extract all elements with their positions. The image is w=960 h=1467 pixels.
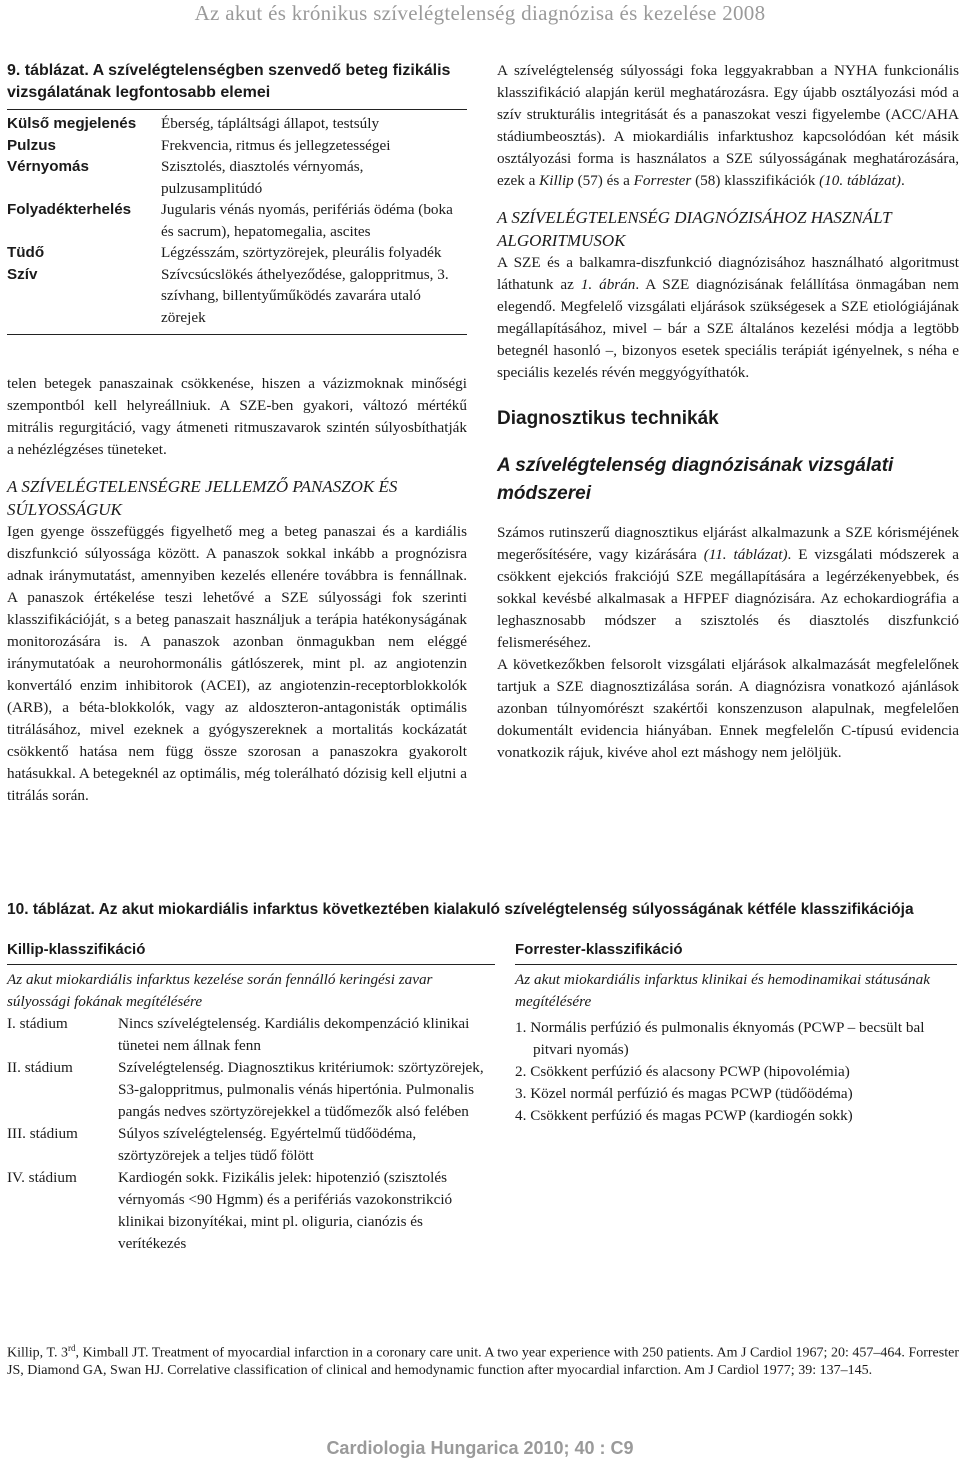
left-paragraph-1: telen betegek panaszainak csökkenése, hiszen a vázizmoknak minőségi szempontból kell helyreállniuk. A SZE-ben gyakori, változó mértékű mitrális regurgitáció, vagy átmeneti ritmuszavarok szintén súlyosbíthatják a nehézlégzéses tüneteket. <box>7 375 467 458</box>
table9-key: Vérnyomás <box>7 158 89 175</box>
table9 <box>7 113 467 328</box>
table-row <box>7 135 467 157</box>
section-heading-symptoms: A SZÍVELÉGTELENSÉGRE JELLEMZŐ PANASZOK ÉS SÚLYOSSÁGUK <box>7 477 398 519</box>
section-heading-algorithms: A SZÍVELÉGTELENSÉG DIAGNÓZISÁHOZ HASZNÁLT ALGORITMUSOK <box>497 208 892 250</box>
section-heading-diagnostic-techniques: Diagnosztikus technikák <box>497 408 719 429</box>
table-row <box>7 242 467 264</box>
forrester-list <box>515 1017 957 1127</box>
forrester-description: Az akut miokardiális infarktus klinikai és hemodinamikai státusának megítélésére <box>515 971 930 1010</box>
table9-value: Légzésszám, szörtyzörejek, pleurális folyadék <box>161 244 442 261</box>
table9-key: Külső megjelenés <box>7 115 137 132</box>
running-header: Az akut és krónikus szívelégtelenség diagnózisa és kezelése 2008 <box>194 1 766 25</box>
table9-value: Szisztolés, diasztolés vérnyomás, pulzusamplitúdó <box>161 158 364 197</box>
table9-value: Frekvencia, ritmus és jellegzetességei <box>161 136 391 154</box>
table9-value: Éberség, tápláltsági állapot, testsúly <box>161 115 380 132</box>
stage-label: I. stádium <box>7 1015 68 1032</box>
left-paragraph-2: Igen gyenge összefüggés figyelhető meg a beteg panaszai és a kardiális diszfunkció súlyossága között. A panaszok sokkal inkább a prognózisra adnak iránymutatást, amennyiben kezelés ellenére továbbra is fennállnak. A panaszok értékelése teszi lehetővé a SZE súlyossági fok szerinti klasszifikációját, s a beteg panaszait használjuk a terápia hatékonyságának monitorozására is. A panaszok azonban önmagukban nem eléggé iránymutatóak a neurohormonális gátlószerek, mint pl. az angiotenzin konvertáló enzim inhibitorok (ACEI), az angiotenzin-receptorblokkolók (ARB), a béta-blokkolók, vagy az aldoszteron-antagonisták optimális titrálásához, mivel ezeknek a gyógyszereknek a mortalitás kockázatát csökkentő hatása nem függ össze szorosan a panaszokra gyakorolt hatásukkal. A betegeknél az optimális, még tolerálható dózisig kell eljutni a titrálás során. <box>7 523 467 804</box>
table9-key: Szív <box>7 265 38 283</box>
table-row <box>7 156 467 199</box>
killip-rule <box>7 964 495 965</box>
list-item: 2. Csökkent perfúzió és alacsony PCWP (hipovolémia) <box>515 1063 850 1080</box>
table-row <box>7 264 467 329</box>
right-paragraph-2: A SZE és a balkamra-diszfunkció diagnózisához használható algoritmust láthatunk az 1. ábrán. A SZE diagnózisának felállítása önmagában nem elegendő. Megfelelő vizsgálati eljárások szükségesek a SZE etiológiájának megállapításához, mivel – bár a SZE általános kezelési módja a legtöbb betegnél hasonló –, bizonyos esetek speciális terápiát igényelnek, s néha e speciális kezelés révén meggyógyíthatók. <box>497 254 959 381</box>
list-item <box>7 1123 495 1167</box>
right-column <box>497 60 959 764</box>
list-item <box>7 1013 495 1057</box>
table9-title: 9. táblázat. A szívelégtelenségben szenvedő beteg fizikális vizsgálatának legfontosabb elemei <box>7 62 451 101</box>
left-column <box>7 60 467 807</box>
references: Killip, T. 3rd, Kimball JT. Treatment of myocardial infarction in a coronary care unit. A two year experience with 250 patients. Am J Cardiol 1967; 20: 457–464. Forrester JS, Diamond GA, Swan HJ. Correlative classification of clinical and hemodynamic function after myocardial infarction. Am J Cardiol 1977; 39: 137–145. <box>7 1343 959 1378</box>
table9-top-rule <box>7 109 467 110</box>
table9-key: Tüdő <box>7 244 45 261</box>
forrester-rule <box>515 964 957 965</box>
right-paragraph-4: A következőkben felsorolt vizsgálati eljárások alkalmazását megfelelőnek tartjuk a SZE diagnosztizálása során. A diagnózisra vonatkozó ajánlások azonban túlnyomórészt szakértői konszenzuson alapulnak, megfelelően dokumentált evidencia hiányában. Ennek megfelelőn C-típusú evidencia vonatkozik rájuk, kivéve ahol ezt máshogy nem jelöljük. <box>497 656 959 761</box>
table9-key: Folyadékterhelés <box>7 201 132 218</box>
stage-text: Szívelégtelenség. Diagnosztikus kritériumok: szörtyzörejek, S3-galoppritmus, pulmonalis vénás hipertónia. Pulmonalis pangás nedves szörtyzörejekkel a tüdőmezők alsó felében <box>118 1059 484 1120</box>
right-paragraph-1: A szívelégtelenség súlyossági foka leggyakrabban a NYHA funkcionális klasszifikáció alapján kerül meghatározásra. Egy újabb osztályozási mód a szív strukturális integritását és a panaszokat veszi figyelembe (ACC/AHA stádiumbeosztás). A miokardiális infarktushoz kapcsolódóan két másik osztályozási forma is használatos a SZE súlyosságának meghatározására, ezek a Killip (57) és a Forrester (58) klasszifikációk (10. táblázat). <box>497 62 959 189</box>
list-item: 3. Közel normál perfúzió és magas PCWP (tüdőödéma) <box>515 1085 853 1102</box>
table-row <box>7 199 467 242</box>
list-item: 1. Normális perfúzió és pulmonalis éknyomás (PCWP – becsült bal pitvari nyomás) <box>515 1019 925 1058</box>
stage-label: III. stádium <box>7 1125 78 1142</box>
table10-title: 10. táblázat. Az akut miokardiális infarktus következtében kialakuló szívelégtelenség súlyosságának kétféle klasszifikációja <box>7 901 914 918</box>
killip-description: Az akut miokardiális infarktus kezelése során fennálló keringési zavar súlyossági fokának megítélésére <box>7 971 433 1010</box>
stage-label: II. stádium <box>7 1059 73 1076</box>
table9-value: Jugularis vénás nyomás, perifériás ödéma (boka és sacrum), hepatomegalia, ascites <box>161 201 453 240</box>
stage-text: Kardiogén sokk. Fizikális jelek: hipotenzió (szisztolés vérnyomás <90 Hgmm) és a perifériás vazokonstrikció klinikai bizonyítékai, mint pl. oliguria, cianózis és verítékezés <box>118 1169 453 1252</box>
list-item <box>7 1167 495 1255</box>
stage-text: Súlyos szívelégtelenség. Egyértelmű tüdőödéma, szörtyzörejek a teljes tüdő fölött <box>118 1125 417 1164</box>
table9-bottom-rule <box>7 334 467 335</box>
killip-heading: Killip-klasszifikáció <box>7 941 146 958</box>
killip-column <box>7 939 495 1255</box>
table10 <box>7 899 957 1341</box>
running-footer: Cardiologia Hungarica 2010; 40 : C9 <box>326 1438 634 1458</box>
table9-value: Szívcsúcslökés áthelyeződése, galoppritmus, 3. szívhang, billentyűműködés zavarára utaló zörejek <box>161 265 449 326</box>
list-item: 4. Csökkent perfúzió és magas PCWP (kardiogén sokk) <box>515 1107 853 1124</box>
forrester-heading: Forrester-klasszifikáció <box>515 941 683 958</box>
right-paragraph-3: Számos rutinszerű diagnosztikus eljárást alkalmazunk a SZE kórisméjének megerősítésére, vagy kizárására (11. táblázat). E vizsgálati módszerek a csökkent ejekciós frakciójú SZE megállapítására a legérzékenyebbek, és sokkal kevésbé alkalmasak a HFPEF diagnózisára. Az echokardiográfia a leghasznosabb módszer a szisztolés és diasztolés diszfunkció felismeréséhez. <box>497 524 959 651</box>
forrester-column <box>515 939 957 1127</box>
subsection-heading-methods: A szívelégtelenség diagnózisának vizsgálati módszerei <box>497 455 894 504</box>
table-row <box>7 113 467 135</box>
table9-key: Pulzus <box>7 136 56 154</box>
stage-label: IV. stádium <box>7 1169 77 1186</box>
stage-text: Nincs szívelégtelenség. Kardiális dekompenzáció klinikai tünetei nem állnak fenn <box>118 1015 470 1054</box>
list-item <box>7 1057 495 1123</box>
